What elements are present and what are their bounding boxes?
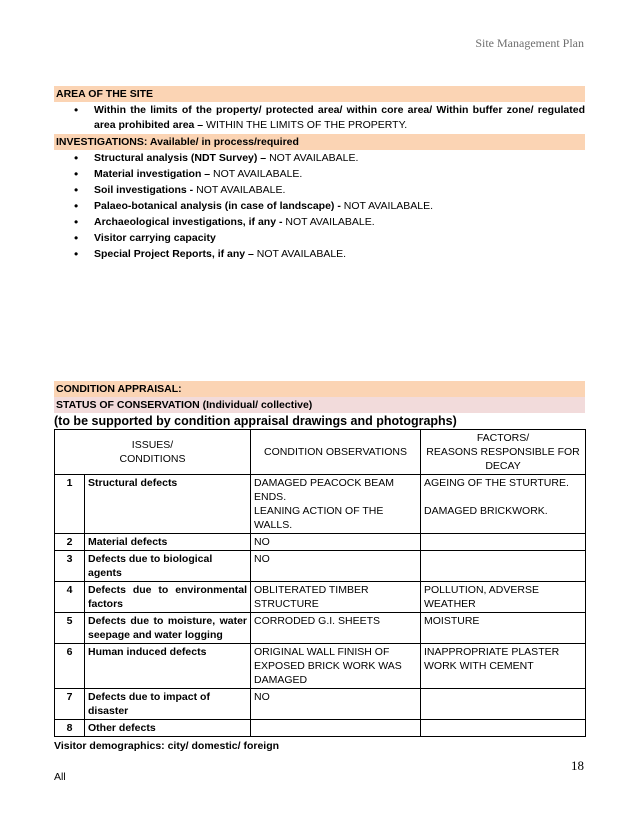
row-observation: NO (251, 689, 421, 720)
row-observation (251, 720, 421, 737)
factors-header (421, 430, 586, 475)
row-number: 8 (55, 720, 85, 737)
investigation-value: NOT AVAILABALE. (282, 216, 375, 228)
factors-header-line: FACTORS/ (476, 432, 530, 444)
table-row (55, 613, 586, 644)
table-row (55, 582, 586, 613)
investigation-label: Special Project Reports, if any – (94, 248, 254, 260)
row-number: 6 (55, 644, 85, 689)
investigations-list (54, 151, 585, 262)
table-row (55, 551, 586, 582)
row-factor: MOISTURE (421, 613, 586, 644)
factors-header-line: REASONS RESPONSIBLE FOR (426, 446, 580, 458)
observation-line: LEANING ACTION OF THE WALLS. (254, 505, 384, 531)
issues-header (55, 430, 251, 475)
investigations-heading: INVESTIGATIONS: Available/ in process/required (54, 134, 585, 150)
page-content (54, 86, 585, 785)
table-row (55, 534, 586, 551)
investigation-value: NOT AVAILABALE. (253, 248, 347, 260)
area-bullet-value: WITHIN THE LIMITS OF THE PROPERTY. (203, 119, 408, 131)
table-row (55, 689, 586, 720)
factor-line: AGEING OF THE STURTURE. (424, 477, 569, 489)
area-list (54, 103, 585, 133)
factors-header-line: DECAY (485, 460, 521, 472)
condition-note: (to be supported by condition appraisal drawings and photographs) (54, 414, 457, 428)
row-factor: POLLUTION, ADVERSE WEATHER (421, 582, 586, 613)
investigation-label: Soil investigations - (94, 184, 194, 196)
row-factor (421, 534, 586, 551)
table-header-row (55, 430, 586, 475)
investigation-item (54, 167, 585, 182)
row-observation: NO (251, 534, 421, 551)
issues-header-line: CONDITIONS (119, 453, 186, 465)
investigation-label: Archaeological investigations, if any - (94, 216, 283, 228)
row-number: 4 (55, 582, 85, 613)
investigation-item (54, 247, 585, 262)
row-issue: Defects due to biological agents (85, 551, 251, 582)
row-issue: Material defects (85, 534, 251, 551)
investigation-item (54, 151, 585, 166)
observations-header: CONDITION OBSERVATIONS (251, 430, 421, 475)
row-observation: NO (251, 551, 421, 582)
row-factor (421, 689, 586, 720)
area-bullet (54, 103, 585, 133)
investigation-item (54, 183, 585, 198)
row-issue: Other defects (85, 720, 251, 737)
visitor-demographics-label: Visitor demographics: city/ domestic/ foreign (54, 740, 280, 752)
row-factor (421, 475, 586, 534)
row-issue: Human induced defects (85, 644, 251, 689)
investigation-item (54, 199, 585, 214)
investigation-value: NOT AVAILABALE. (266, 152, 359, 164)
investigation-value: NOT AVAILABALE. (340, 200, 434, 212)
table-row (55, 644, 586, 689)
row-number: 2 (55, 534, 85, 551)
row-factor: INAPPROPRIATE PLASTER WORK WITH CEMENT (421, 644, 586, 689)
investigation-label: Visitor carrying capacity (94, 232, 216, 244)
issues-header-line: ISSUES/ (131, 439, 174, 451)
area-heading: AREA OF THE SITE (54, 86, 585, 102)
investigation-label: Structural analysis (NDT Survey) – (94, 152, 267, 164)
investigation-value: NOT AVAILABALE. (193, 184, 286, 196)
row-number: 7 (55, 689, 85, 720)
table-row (55, 475, 586, 534)
row-number: 1 (55, 475, 85, 534)
investigation-label: Material investigation – (94, 168, 211, 180)
row-number: 5 (55, 613, 85, 644)
row-number: 3 (55, 551, 85, 582)
factor-line: DAMAGED BRICKWORK. (424, 505, 548, 517)
investigation-item (54, 215, 585, 230)
blank-space (54, 263, 585, 381)
running-header: Site Management Plan (475, 36, 584, 50)
row-observation: ORIGINAL WALL FINISH OF EXPOSED BRICK WORK WAS DAMAGED (251, 644, 421, 689)
investigation-value: NOT AVAILABALE. (210, 168, 303, 180)
row-issue: Defects due to moisture, water seepage and water logging (85, 613, 251, 644)
page-number: 18 (571, 758, 584, 773)
status-heading: STATUS OF CONSERVATION (Individual/ collective) (54, 397, 585, 413)
row-observation: CORRODED G.I. SHEETS (251, 613, 421, 644)
row-observation: OBLITERATED TIMBER STRUCTURE (251, 582, 421, 613)
row-issue: Structural defects (85, 475, 251, 534)
row-factor (421, 720, 586, 737)
table-row (55, 720, 586, 737)
row-factor (421, 551, 586, 582)
investigation-item (54, 231, 585, 246)
row-issue: Defects due to impact of disaster (85, 689, 251, 720)
row-observation (251, 475, 421, 534)
condition-table (54, 429, 586, 737)
visitor-demographics-value: All (54, 771, 66, 783)
row-issue: Defects due to environmental factors (85, 582, 251, 613)
observation-line: DAMAGED PEACOCK BEAM ENDS. (254, 477, 395, 503)
investigation-label: Palaeo-botanical analysis (in case of landscape) - (94, 200, 341, 212)
area-bullet-label: Within the limits of the property/ protected area/ within core area/ Within buffer zone/ regulated area prohibited area – (94, 104, 585, 131)
condition-heading: CONDITION APPRAISAL: (54, 381, 585, 397)
